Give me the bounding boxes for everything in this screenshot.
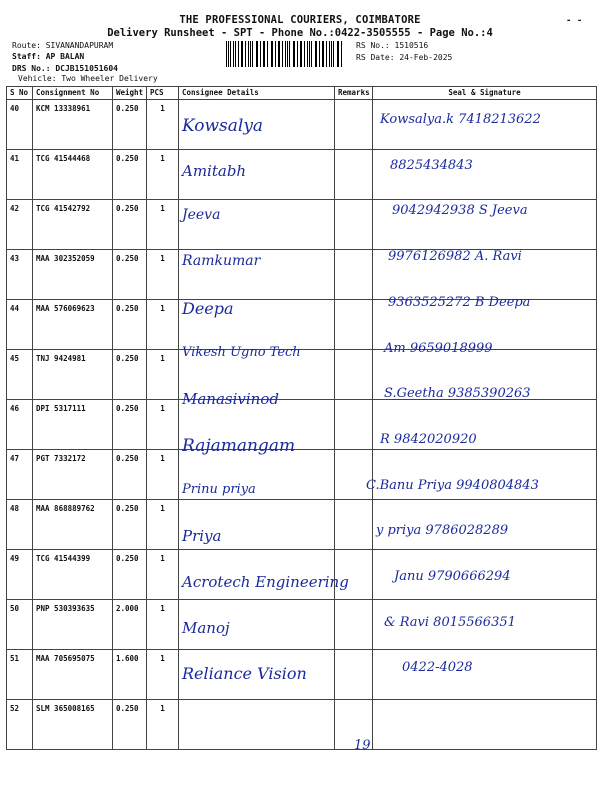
row-consignment-no: DPI 5317111	[33, 400, 113, 450]
table-row	[7, 400, 597, 450]
row-consignee-details	[179, 450, 335, 500]
row-consignee-details	[179, 200, 335, 250]
row-weight: 0.250	[113, 300, 147, 350]
row-sno: 45	[7, 350, 33, 400]
row-sno: 42	[7, 200, 33, 250]
route-label: Route: SIVANANDAPURAM	[12, 41, 114, 50]
handwritten-signature: R 9842020920	[380, 431, 477, 447]
row-sno: 48	[7, 500, 33, 550]
handwritten-consignee: Manoj	[182, 618, 230, 637]
table-row	[7, 350, 597, 400]
row-remarks	[335, 550, 373, 600]
row-seal-signature	[373, 100, 597, 150]
row-pcs: 1	[147, 150, 179, 200]
handwritten-consignee: Prinu priya	[182, 481, 256, 497]
handwritten-consignee: Reliance Vision	[182, 664, 307, 684]
row-weight: 0.250	[113, 500, 147, 550]
table-row	[7, 300, 597, 350]
row-remarks	[335, 400, 373, 450]
row-consignee-details	[179, 500, 335, 550]
staff-label: Staff: AP BALAN	[12, 52, 85, 61]
page-mark: 19	[354, 738, 371, 753]
row-remarks	[335, 350, 373, 400]
table-header-row	[7, 87, 597, 100]
handwritten-consignee: Acrotech Engineering	[182, 573, 349, 591]
row-consignment-no: PNP 530393635	[33, 600, 113, 650]
row-pcs: 1	[147, 100, 179, 150]
row-consignment-no: MAA 576069623	[33, 300, 113, 350]
row-weight: 0.250	[113, 150, 147, 200]
row-seal-signature	[373, 400, 597, 450]
rs-date: RS Date: 24-Feb-2025	[356, 53, 453, 62]
handwritten-consignee: Jeeva	[182, 207, 221, 224]
row-consignment-no: TCG 41544399	[33, 550, 113, 600]
row-weight: 0.250	[113, 100, 147, 150]
table-row	[7, 700, 597, 750]
row-consignment-no: TNJ 9424981	[33, 350, 113, 400]
row-remarks	[335, 450, 373, 500]
rs-number: RS No.: 1510516	[356, 41, 429, 50]
col-sno: S No	[7, 87, 33, 100]
handwritten-signature: 8825434843	[390, 157, 473, 173]
col-remarks: Remarks	[335, 87, 373, 100]
handwritten-signature: 9363525272 B Deepa	[388, 294, 531, 310]
handwritten-consignee: Kowsalya	[182, 116, 264, 136]
handwritten-signature: Janu 9790666294	[394, 569, 511, 584]
handwritten-consignee: Amitabh	[182, 161, 247, 180]
row-pcs: 1	[147, 450, 179, 500]
handwritten-signature: Am 9659018999	[384, 340, 493, 356]
row-consignment-no: MAA 302352059	[33, 250, 113, 300]
runsheet-table	[6, 86, 597, 750]
row-sno: 43	[7, 250, 33, 300]
row-pcs: 1	[147, 700, 179, 750]
handwritten-signature: & Ravi 8015566351	[384, 614, 516, 630]
row-weight: 1.600	[113, 650, 147, 700]
row-pcs: 1	[147, 250, 179, 300]
row-pcs: 1	[147, 400, 179, 450]
row-consignment-no: SLM 365008165	[33, 700, 113, 750]
table-row	[7, 650, 597, 700]
row-consignee-details	[179, 100, 335, 150]
row-remarks	[335, 500, 373, 550]
row-pcs: 1	[147, 200, 179, 250]
corner-mark: - -	[566, 16, 583, 26]
row-remarks	[335, 600, 373, 650]
row-consignment-no: KCM 13338961	[33, 100, 113, 150]
handwritten-signature: Kowsalya.k 7418213622	[380, 112, 541, 127]
handwritten-consignee: Rajamangam	[182, 435, 296, 456]
table-row	[7, 250, 597, 300]
row-sno: 50	[7, 600, 33, 650]
row-pcs: 1	[147, 300, 179, 350]
row-consignee-details	[179, 150, 335, 200]
row-sno: 44	[7, 300, 33, 350]
row-remarks	[335, 200, 373, 250]
row-sno: 47	[7, 450, 33, 500]
row-pcs: 1	[147, 550, 179, 600]
row-sno: 46	[7, 400, 33, 450]
col-weight: Weight	[113, 87, 147, 100]
handwritten-signature: C.Banu Priya 9940804843	[366, 477, 539, 493]
row-seal-signature	[373, 150, 597, 200]
row-consignee-details	[179, 650, 335, 700]
row-consignment-no: MAA 705695075	[33, 650, 113, 700]
runsheet-subtitle: Delivery Runsheet - SPT - Phone No.:0422-3505555 - Page No.:4	[107, 27, 493, 39]
handwritten-signature: 9042942938 S Jeeva	[392, 203, 528, 219]
row-remarks	[335, 100, 373, 150]
table-row	[7, 550, 597, 600]
row-remarks	[335, 250, 373, 300]
col-consignee: Consignee Details	[179, 87, 335, 100]
col-consignment: Consignment No	[33, 87, 113, 100]
handwritten-consignee: Vikesh Ugno Tech	[182, 344, 301, 360]
row-consignee-details	[179, 400, 335, 450]
row-seal-signature	[373, 200, 597, 250]
handwritten-consignee: Ramkumar	[182, 253, 261, 270]
handwritten-signature: y priya 9786028289	[376, 523, 509, 539]
row-consignee-details	[179, 350, 335, 400]
table-row	[7, 450, 597, 500]
row-seal-signature	[373, 300, 597, 350]
row-seal-signature	[373, 600, 597, 650]
row-pcs: 1	[147, 350, 179, 400]
row-seal-signature	[373, 650, 597, 700]
row-weight: 2.000	[113, 600, 147, 650]
row-consignment-no: TCG 41542792	[33, 200, 113, 250]
row-remarks	[335, 150, 373, 200]
row-consignee-details	[179, 250, 335, 300]
handwritten-signature: 9976126982 A. Ravi	[388, 249, 522, 265]
handwritten-consignee: Deepa	[182, 298, 234, 318]
row-weight: 0.250	[113, 700, 147, 750]
drs-label: DRS No.: DCJB151051604	[12, 64, 118, 73]
col-seal-signature: Seal & Signature	[373, 87, 597, 100]
row-remarks	[335, 650, 373, 700]
row-consignment-no: PGT 7332172	[33, 450, 113, 500]
barcode	[226, 41, 344, 67]
table-row	[7, 200, 597, 250]
row-consignment-no: TCG 41544468	[33, 150, 113, 200]
row-pcs: 1	[147, 500, 179, 550]
row-consignee-details	[179, 300, 335, 350]
company-title: THE PROFESSIONAL COURIERS, COIMBATORE	[179, 14, 421, 26]
row-weight: 0.250	[113, 200, 147, 250]
row-weight: 0.250	[113, 550, 147, 600]
table-row	[7, 600, 597, 650]
row-sno: 40	[7, 100, 33, 150]
row-weight: 0.250	[113, 450, 147, 500]
table-row	[7, 500, 597, 550]
table-row	[7, 150, 597, 200]
handwritten-signature: S.Geetha 9385390263	[384, 386, 531, 402]
row-seal-signature	[373, 450, 597, 500]
row-seal-signature	[373, 550, 597, 600]
row-sno: 51	[7, 650, 33, 700]
handwritten-signature: 0422-4028	[402, 660, 473, 676]
row-seal-signature	[373, 250, 597, 300]
row-seal-signature	[373, 500, 597, 550]
row-pcs: 1	[147, 600, 179, 650]
row-remarks	[335, 300, 373, 350]
row-sno: 41	[7, 150, 33, 200]
row-weight: 0.250	[113, 400, 147, 450]
handwritten-consignee: Manasivinod	[182, 390, 279, 409]
row-sno: 49	[7, 550, 33, 600]
row-weight: 0.250	[113, 250, 147, 300]
row-consignee-details	[179, 700, 335, 750]
row-weight: 0.250	[113, 350, 147, 400]
row-consignment-no: MAA 868889762	[33, 500, 113, 550]
vehicle-label: Vehicle: Two Wheeler Delivery	[18, 74, 158, 83]
row-consignee-details	[179, 600, 335, 650]
table-row	[7, 100, 597, 150]
handwritten-consignee: Priya	[182, 527, 222, 546]
row-pcs: 1	[147, 650, 179, 700]
col-pcs: PCS	[147, 87, 179, 100]
row-consignee-details	[179, 550, 335, 600]
row-sno: 52	[7, 700, 33, 750]
row-seal-signature	[373, 350, 597, 400]
row-seal-signature	[373, 700, 597, 750]
